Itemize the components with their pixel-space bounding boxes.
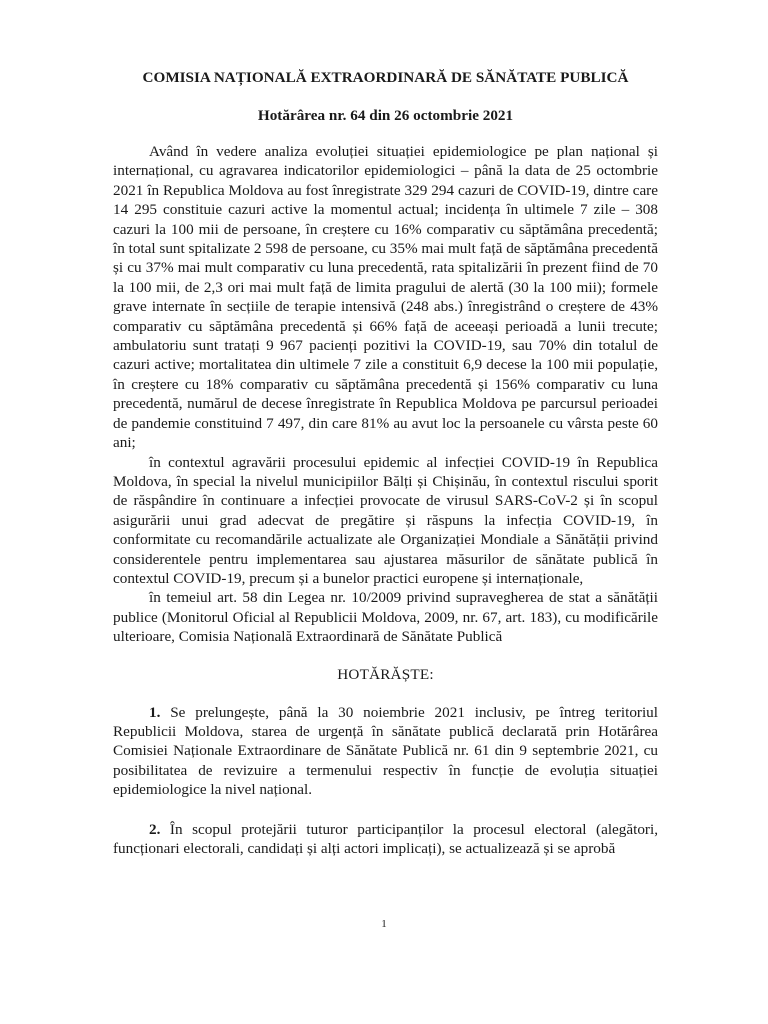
preamble-paragraph-2: în contextul agravării procesului epidemic al infecției COVID-19 în Republica Moldova, în special la nivelul municipiilor Bălți și Chișinău, în contextul riscului sporit de răspândire în continuare a infecției provocate de virusul SARS-CoV-2 și în scopul asigurării unui grad adecvat de pregătire și răspuns la infecția COVID-19, în conformitate cu recomandările actualizate ale Organizației Mondiale a Sănătății privind considerentele pentru implementarea sau ajustarea măsurilor de sănătate publică în contextul COVID-19, precum și a bunelor practici europene și internaționale, (113, 453, 658, 587)
article-2-text: În scopul protejării tuturor participanților la procesul electoral (alegători, funcționari electorali, candidați și alți actori implicați), se actualizează și se aprobă (113, 820, 659, 857)
article-1-number: 1. (149, 703, 161, 721)
document-page (113, 68, 658, 858)
decides-heading: HOTĂRĂȘTE: (337, 665, 434, 683)
article-2-number: 2. (149, 820, 161, 838)
page-number: 1 (381, 918, 387, 930)
article-1 (113, 703, 658, 800)
preamble-paragraph-3: în temeiul art. 58 din Legea nr. 10/2009 privind supravegherea de stat a sănătății publice (Monitorul Oficial al Republicii Moldova, 2009, nr. 67, art. 183), cu modificările ulterioare, Comisia Națională Extraordinară de Sănătate Publică (113, 589, 658, 646)
preamble-paragraph-1: Având în vedere analiza evoluției situației epidemiologice pe plan național și internațional, cu agravarea indicatorilor epidemiologici – până la data de 25 octombrie 2021 în Republica Moldova au fost înregistrate 329 294 cazuri de COVID-19, dintre care 14 295 constituie cazuri active la momentul actual; incidența în ultimele 7 zile – 308 cazuri la 100 mii de persoane, în creștere cu 16% comparativ cu săptămâna precedentă; în total sunt spitalizate 2 598 de persoane, cu 35% mai mult față de săptămâna precedentă și cu 37% mai mult comparativ cu luna precedentă, rata spitalizării în prezent fiind de 70 la 100 mii, de 2,3 ori mai mult față de limita pragului de alertă (30 la 100 mii); formele grave internate în secțiile de terapie intensivă (248 abs.) înregistrând o creștere de 43% comparativ cu săptămâna precedentă și 66% față de aceeași perioadă a lunii trecute; ambulatoriu sunt tratați 9 967 pacienți pozitivi la COVID-19, sau 70% din totalul de cazuri active; mortalitatea din ultimele 7 zile a constituit 6,9 decese la 100 mii populație, în creștere cu 18% comparativ cu săptămâna precedentă și 156% comparativ cu luna precedentă, numărul de decese înregistrate în Republica Moldova pe parcursul perioadei de pandemie constituind 7 497, din care 81% au avut loc la persoanele cu vârsta peste 60 ani; (113, 143, 658, 452)
article-1-text: Se prelungește, până la 30 noiembrie 2021 inclusiv, pe întreg teritoriul Republicii Moldova, starea de urgență în sănătate publică declarată prin Hotărârea Comisiei Naționale Extraordinare de Sănătate Publică nr. 61 din 9 septembrie 2021, cu posibilitatea de revizuire a termenului respectiv în funcție de evoluția situației epidemiologice la nivel național. (113, 703, 659, 799)
document-heading: COMISIA NAȚIONALĂ EXTRAORDINARĂ DE SĂNĂTATE PUBLICĂ (142, 69, 629, 86)
article-2 (113, 820, 658, 859)
decision-title: Hotărârea nr. 64 din 26 octombrie 2021 (257, 107, 514, 124)
